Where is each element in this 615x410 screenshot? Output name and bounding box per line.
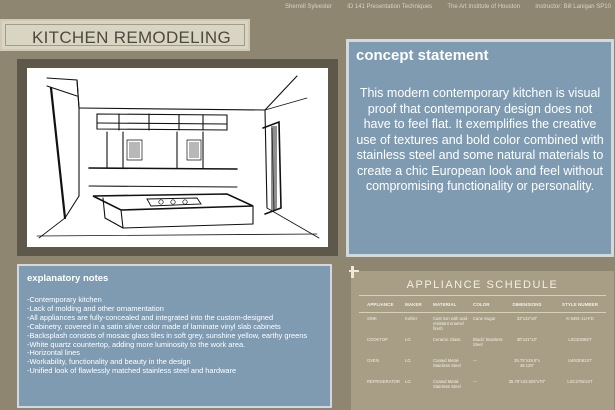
kitchen-perspective-drawing (27, 68, 328, 247)
corner-mark (351, 266, 354, 278)
note-item: -White quartz countertop, adding more luminosity to the work area. (27, 340, 246, 349)
table-cell: Black/ Stainless Steel (473, 337, 503, 347)
note-item: -All appliances are fully-concealed and integrated into the custom-designed (27, 313, 274, 322)
table-row (351, 313, 614, 334)
concept-heading: concept statement (356, 47, 489, 64)
table-cell: --- (473, 358, 478, 363)
author-name: Sherrell Sylvester (285, 4, 333, 10)
note-item: -Unified look of flawlessly matched stainless steel and hardware (27, 367, 237, 376)
table-header-row (351, 299, 614, 313)
column-header: STYLE NUMBER (561, 302, 599, 307)
kitchen-sketch (27, 68, 328, 247)
table-cell: Coated Metal-Stainless Steel (433, 379, 461, 389)
kitchen-sketch-frame (17, 59, 338, 256)
table-cell: OVEN (367, 358, 379, 363)
note-item: -Cabinetry, covered in a satin silver color made of laminate vinyl slab cabinets (27, 322, 281, 331)
column-header: DIMENSIONS (512, 302, 542, 307)
page-title: KITCHEN REMODELING (32, 28, 232, 47)
table-cell: LG (405, 358, 411, 363)
appliance-table (351, 299, 614, 397)
table-row (351, 355, 614, 376)
table-cell: Coated Metal-Stainless Steel (433, 358, 461, 368)
school-name: The Art Institute of Houston (447, 4, 521, 10)
table-cell: Kohler (405, 316, 418, 321)
column-header: COLOR (473, 302, 490, 307)
table-cell: Cane Sugar (473, 316, 496, 321)
title-banner (0, 19, 250, 51)
table-cell: 35.75"x33.625"x70" (508, 379, 546, 384)
table-row (351, 376, 614, 397)
course-name: ID 141 Presentation Techniques (347, 4, 433, 10)
note-item: -Workability, functionality and beauty in the design (27, 358, 191, 367)
instructor-name: Instructor: Bill Lanigan SP10 (535, 4, 611, 10)
table-row (351, 334, 614, 355)
note-item: -Contemporary kitchen (27, 296, 102, 304)
table-cell: LSC27921ST (567, 379, 593, 384)
table-cell: REFRIGERATOR (367, 379, 400, 384)
table-cell: LG (405, 379, 411, 384)
table-cell: LSCE305ST (568, 337, 592, 342)
notes-heading: explanatory notes (27, 273, 109, 284)
table-cell: K-6491-1U-FD (566, 316, 594, 321)
column-header: APPLIANCE (367, 302, 394, 307)
table-cell: COOKTOP (367, 337, 388, 342)
table-cell: 30"x21"x3" (516, 337, 538, 342)
table-cell: LWS3081ST (568, 358, 592, 363)
table-cell: 33"x22"x8" (516, 316, 538, 321)
note-item: -Backsplash consists of mosaic glass tiles in soft grey, sunshine yellow, earthy greens (27, 331, 308, 340)
column-header: MAKER (405, 302, 422, 307)
table-cell: 29.75"x29.5"x 49.125" (514, 358, 540, 368)
table-cell: LG (405, 337, 411, 342)
concept-statement-panel (346, 39, 614, 257)
table-cell: SINK (367, 316, 377, 321)
table-cell: Ceramic Glass (433, 337, 461, 342)
appliance-schedule-title: APPLIANCE SCHEDULE (406, 279, 559, 291)
divider (359, 295, 606, 296)
appliance-schedule-panel (351, 271, 614, 410)
notes-list (27, 296, 326, 376)
table-cell: Cast iron with acid-resistant enamel finish (433, 316, 469, 331)
note-item: -Lack of molding and other ornamentation (27, 304, 164, 313)
column-header: MATERIAL (433, 302, 457, 307)
header-info (285, 4, 611, 10)
explanatory-notes-panel (17, 264, 332, 408)
concept-body: This modern contemporary kitchen is visual proof that contemporary design does not have to feel flat. It exemplifies the creative use of textures and bold color combined with stainless steel and some natural materials to create a chic European look and feel without compromising functionality or personality. (356, 86, 604, 193)
table-cell: --- (473, 379, 478, 384)
note-item: -Horizontal lines (27, 349, 80, 358)
corner-mark (349, 270, 359, 272)
